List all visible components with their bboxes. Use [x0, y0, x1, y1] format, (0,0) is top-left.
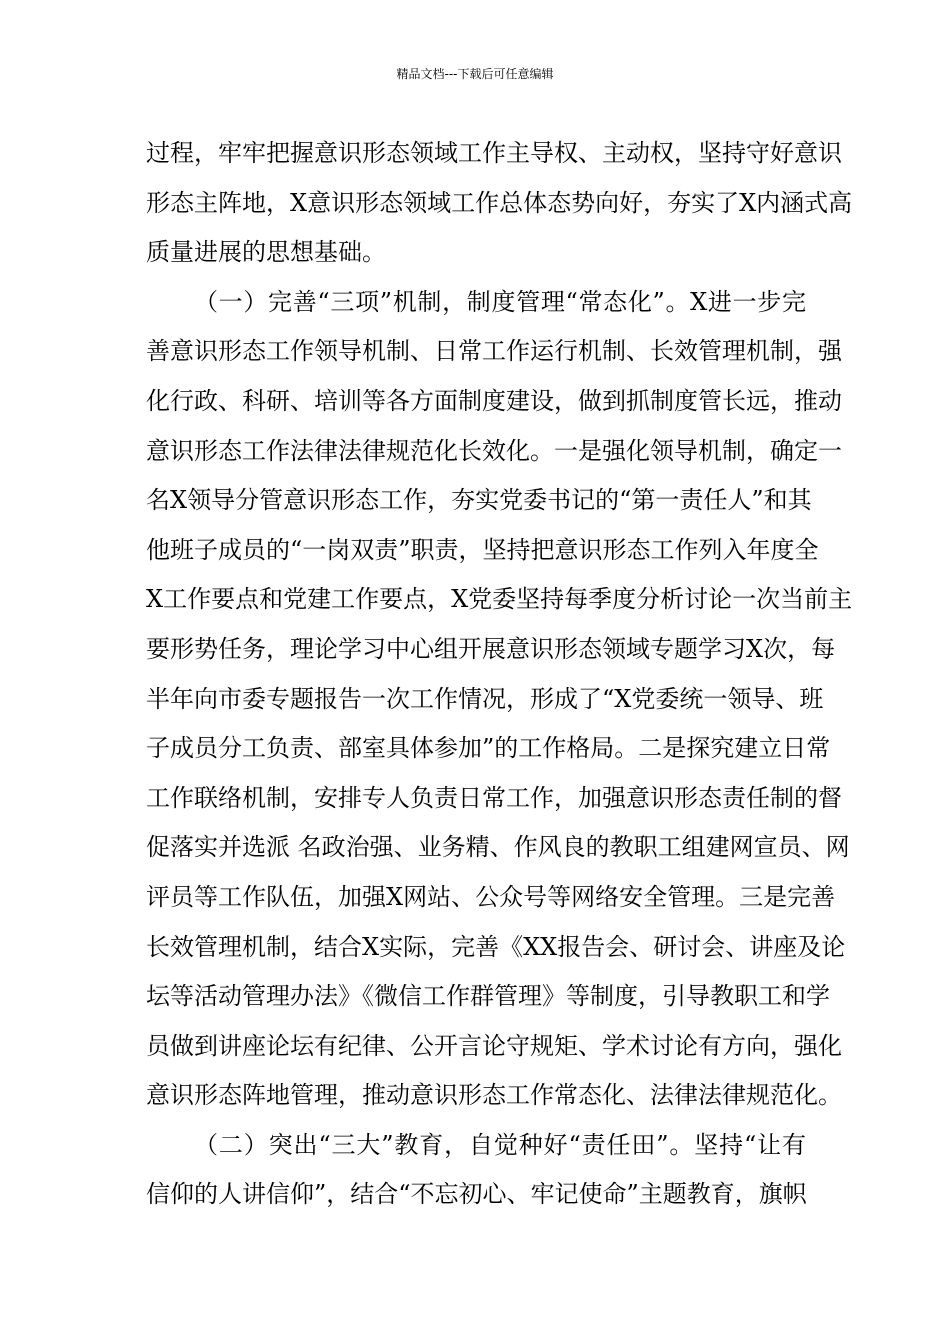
- text-line: 意识形态工作法律法律规范化长效化。一是强化领导机制，确定一: [146, 436, 842, 465]
- page-header: 精品文档---下载后可任意编辑: [396, 67, 554, 81]
- text-line: 信仰的人讲信仰”，结合“不忘初心、牢记使命”主题教育，旗帜: [146, 1180, 807, 1209]
- text-line: 质量进展的思想基础。: [146, 238, 386, 267]
- text-line: 形态主阵地，X意识形态领域工作总体态势向好，夯实了X内涵式高: [146, 188, 853, 217]
- section-heading-line: （一）完善“三项”机制，制度管理“常态化”。X进一步完: [194, 287, 806, 316]
- text-line: 促落实并选派 名政治强、业务精、作风良的教职工组建网宣员、网: [146, 833, 850, 862]
- text-line: 半年向市委专题报告一次工作情况，形成了“X党委统一领导、班: [146, 684, 824, 713]
- text-line: 工作联络机制，安排专人负责日常工作，加强意识形态责任制的督: [146, 783, 842, 812]
- text-line: 长效管理机制，结合X实际，完善《XX报告会、研讨会、讲座及论: [146, 932, 846, 961]
- text-line: 评员等工作队伍，加强X网站、公众号等网络安全管理。三是完善: [146, 882, 836, 911]
- text-line: 员做到讲座论坛有纪律、公开言论守规矩、学术讨论有方向，强化: [146, 1031, 842, 1060]
- text-line: 坛等活动管理办法》《微信工作群管理》等制度，引导教职工和学: [146, 982, 830, 1011]
- text-line: 化行政、科研、培训等各方面制度建设，做到抓制度管长远，推动: [146, 386, 842, 415]
- text-line: 名X领导分管意识形态工作，夯实党委书记的“第一责任人”和其: [146, 486, 812, 515]
- text-line: 要形势任务，理论学习中心组开展意识形态领域专题学习X次，每: [146, 634, 836, 663]
- text-line: 意识形态阵地管理，推动意识形态工作常态化、法律法律规范化。: [146, 1081, 842, 1110]
- text-line: X工作要点和党建工作要点，X党委坚持每季度分析讨论一次当前主: [146, 585, 853, 614]
- text-line: 过程，牢牢把握意识形态领域工作主导权、主动权，坚持守好意识: [146, 139, 842, 167]
- text-line: 他班子成员的“一岗双责”职责，坚持把意识形态工作列入年度全: [146, 535, 819, 564]
- text-line: 子成员分工负责、部室具体参加”的工作格局。二是探究建立日常: [146, 734, 831, 763]
- document-body: [146, 129, 853, 1220]
- section-heading-line: （二）突出“三大”教育，自觉种好“责任田”。坚持“让有: [194, 1130, 806, 1159]
- text-line: 善意识形态工作领导机制、日常工作运行机制、长效管理机制，强: [146, 337, 842, 366]
